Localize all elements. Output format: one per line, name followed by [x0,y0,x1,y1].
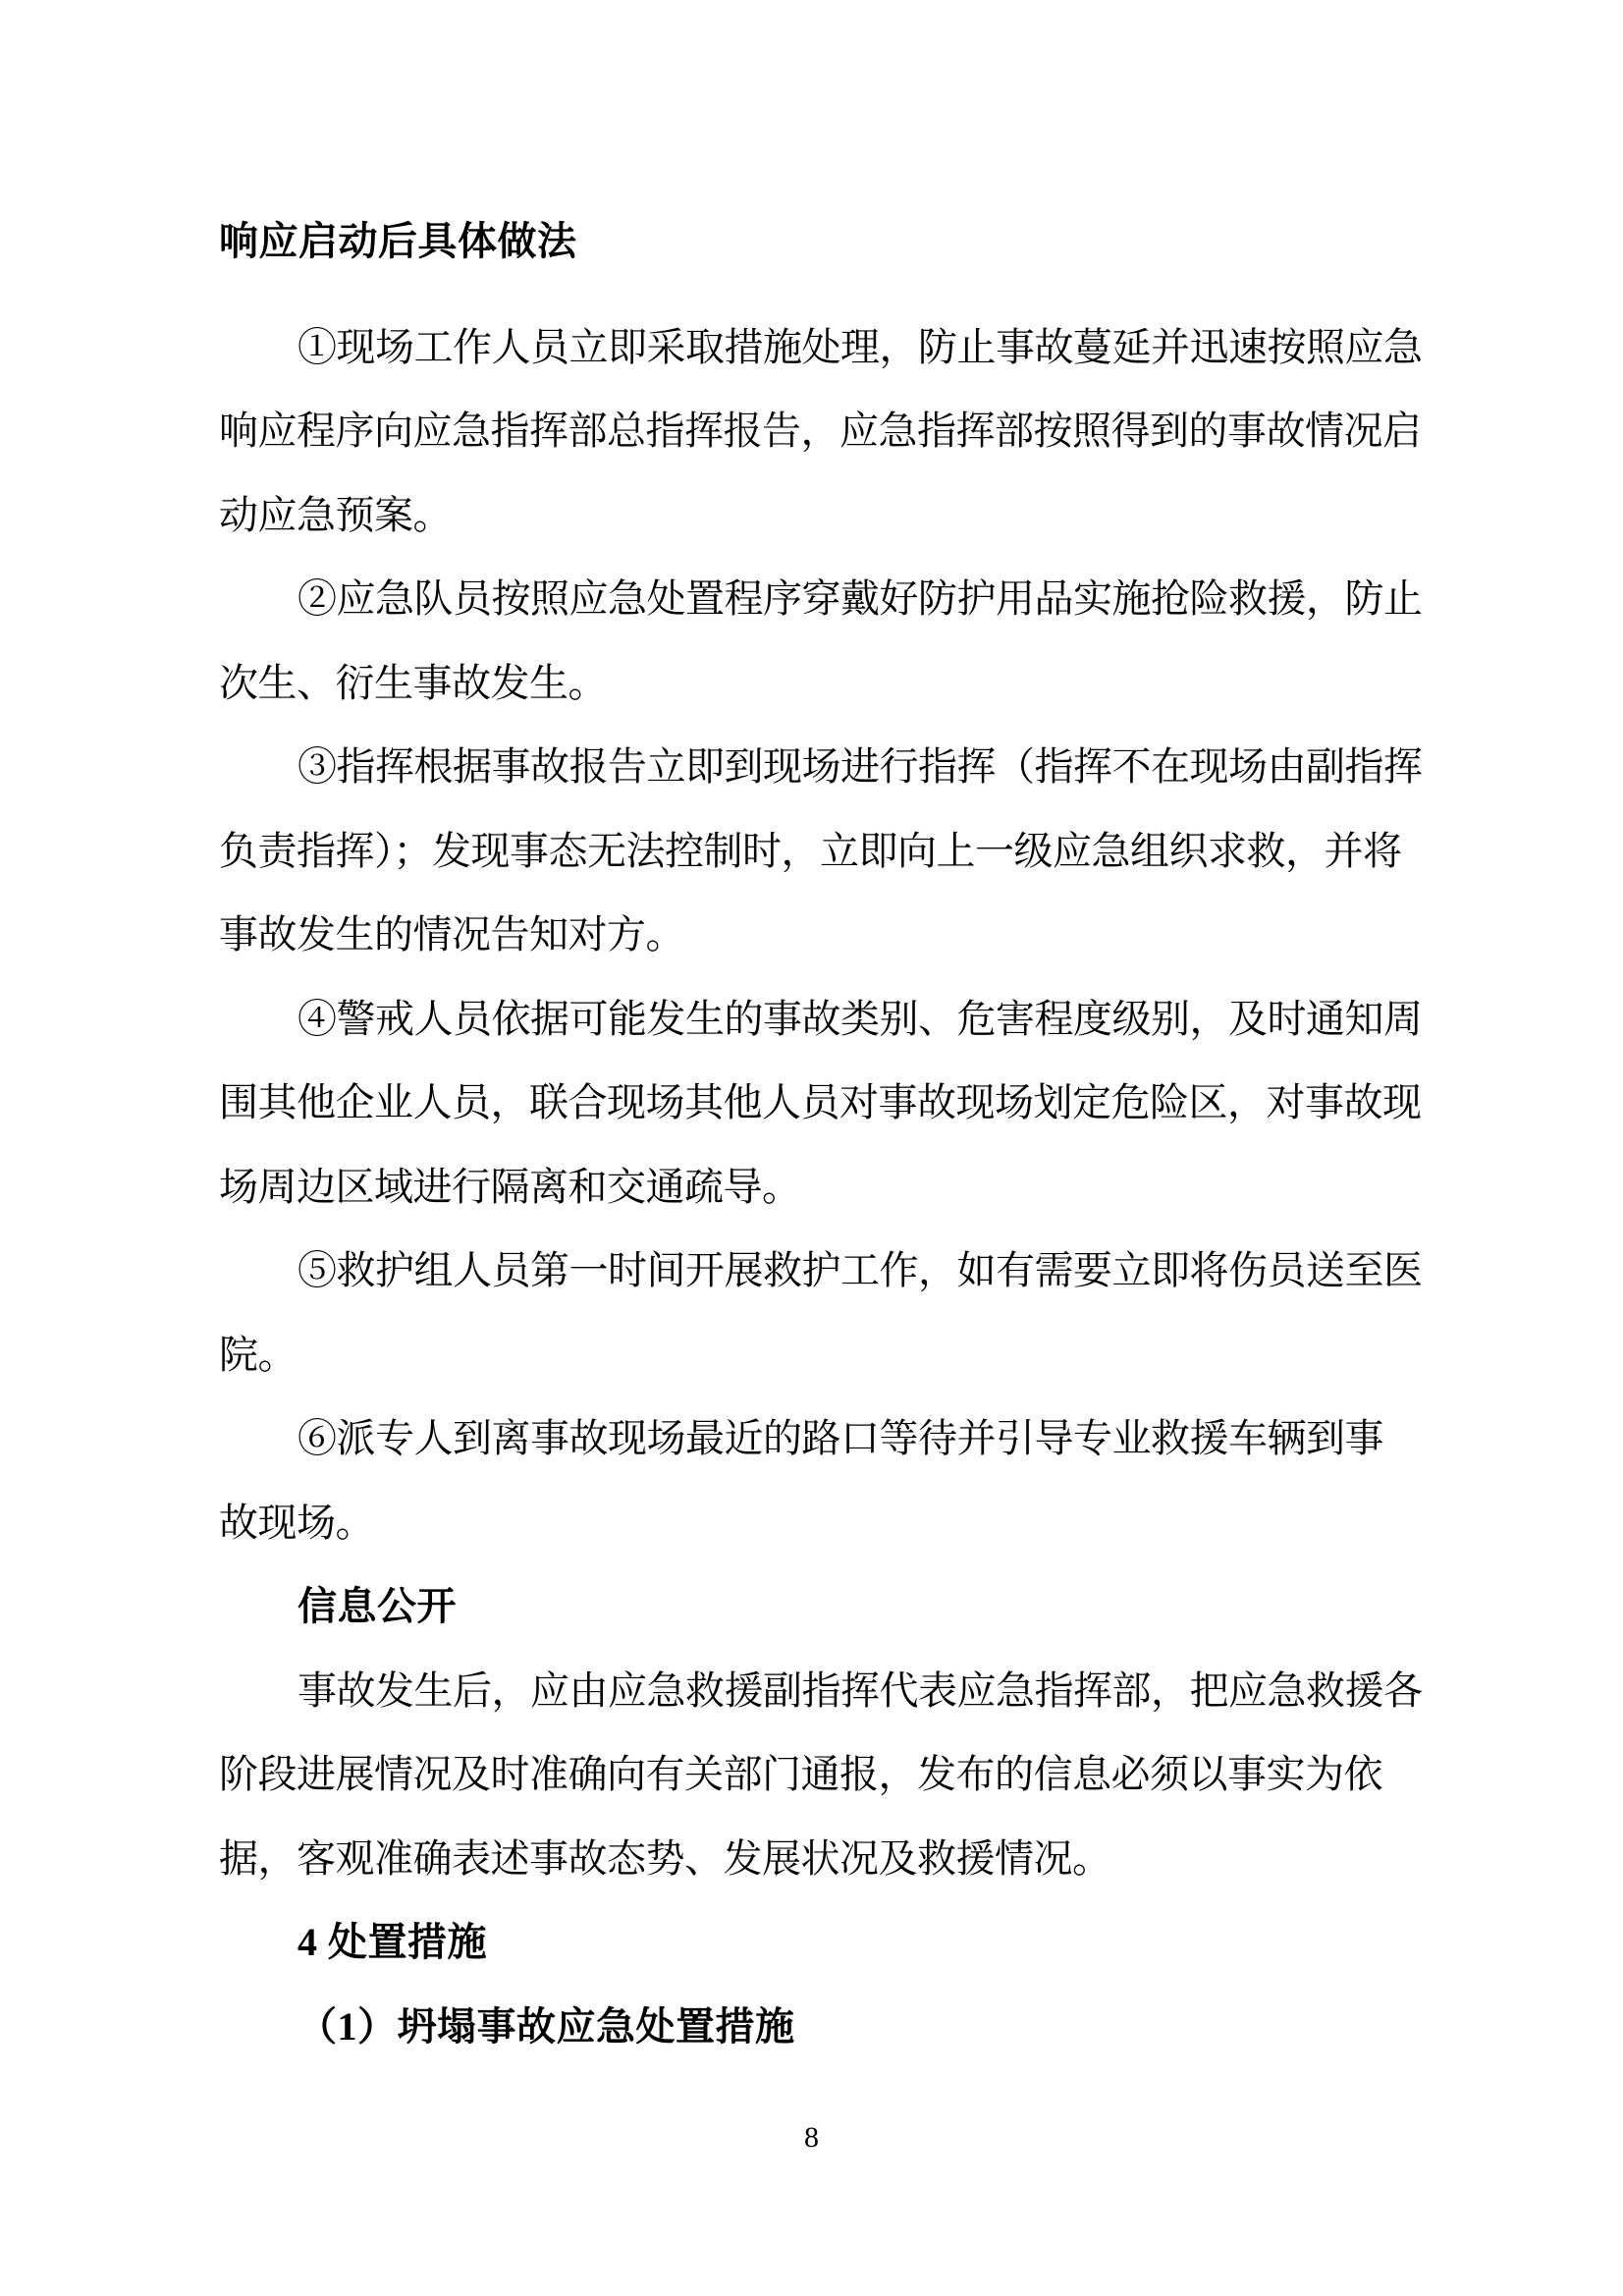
page-number: 8 [804,2121,819,2154]
document-content [219,199,1427,2068]
paragraph-line: ④警戒人员依据可能发生的事故类别、危害程度级别，及时通知周 [298,996,1423,1041]
paragraph-line: ⑥派专人到离事故现场最近的路口等待并引导专业救援车辆到事 [298,1416,1383,1460]
paragraph-line: 动应急预案。 [219,492,452,537]
paragraph-line: 事故发生的情况告知对方。 [219,912,684,957]
section-heading: （1）坍塌事故应急处置措施 [298,2003,795,2049]
section-heading: 信息公开 [298,1584,457,1628]
paragraph-line: 据，客观准确表述事故态势、发展状况及救援情况。 [219,1835,1111,1881]
paragraph-line: ③指挥根据事故报告立即到现场进行指挥（指挥不在现场由副指挥 [298,744,1423,789]
paragraph-line: 场周边区域进行隔离和交通疏导。 [219,1164,801,1209]
section-heading: 4 处置措施 [298,1920,487,1964]
paragraph-line: 围其他企业人员，联合现场其他人员对事故现场划定危险区，对事故现 [219,1080,1422,1124]
paragraph-line: ⑤救护组人员第一时间开展救护工作，如有需要立即将伤员送至医 [298,1248,1423,1292]
section-heading: 响应启动后具体做法 [219,219,577,263]
paragraph-line: ①现场工作人员立即采取措施处理，防止事故蔓延并迅速按照应急 [298,324,1423,369]
paragraph-line: 次生、衍生事故发生。 [219,660,607,705]
paragraph-line: 负责指挥）；发现事态无法控制时，立即向上一级应急组织求救，并将 [219,828,1402,873]
paragraph-line: 响应程序向应急指挥部总指挥报告，应急指挥部按照得到的事故情况启 [219,409,1422,453]
paragraph-line: 院。 [219,1332,297,1377]
paragraph-line: 事故发生后，应由应急救援副指挥代表应急指挥部，把应急救援各 [298,1667,1423,1713]
paragraph-line: 阶段进展情况及时准确向有关部门通报，发布的信息必须以事实为依 [219,1752,1382,1796]
paragraph-line: 故现场。 [219,1500,374,1545]
paragraph-line: ②应急队员按照应急处置程序穿戴好防护用品实施抢险救援，防止 [298,576,1423,621]
